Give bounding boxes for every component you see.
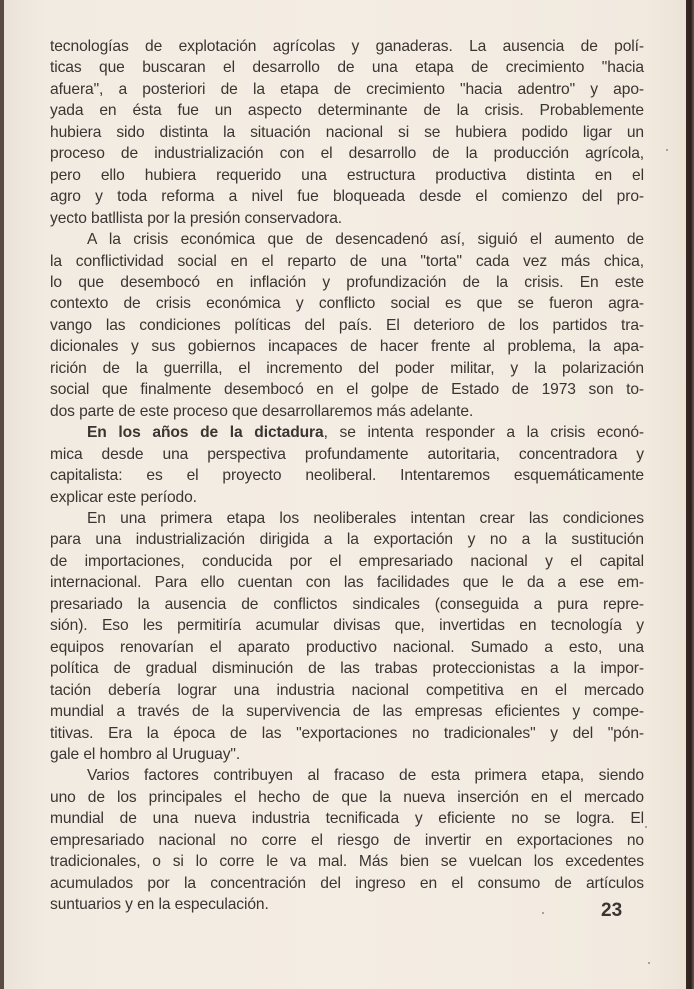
text-line: Varios factores contribuyen al fracaso de esta primera etapa, siendo xyxy=(87,767,644,785)
text-line: de importaciones, conducida por el empresariado nacional y el capital xyxy=(50,552,644,570)
text-line: dos parte de este proceso que desarrollaremos más adelante. xyxy=(50,402,474,420)
text-line: yecto batllista por la presión conservadora. xyxy=(50,209,343,227)
paragraph-1 xyxy=(50,36,644,229)
paragraph-4 xyxy=(50,508,644,765)
text-line: acumulados por la concentración del ingreso en el consumo de artículos xyxy=(50,874,644,892)
text-line: yada en ésta fue un aspecto determinante de la crisis. Probablemente xyxy=(50,102,644,120)
paper-speck xyxy=(648,962,650,964)
paragraph-5 xyxy=(50,765,644,915)
text-line: uno de los principales el hecho de que la nueva inserción en el mercado xyxy=(50,788,644,806)
text-line: tradicionales, o si lo corre le va mal. Más bien se vuelcan los excedentes xyxy=(50,853,644,871)
text-line: En una primera etapa los neoliberales intentan crear las condiciones xyxy=(87,509,644,527)
text-line: ticas que buscaran el desarrollo de una etapa de crecimiento "hacia xyxy=(50,59,644,77)
paper-speck xyxy=(666,149,668,151)
book-page xyxy=(4,0,686,989)
text-line: rición de la guerrilla, el incremento del poder militar, y la polarización xyxy=(50,359,644,377)
text-line: internacional. Para ello cuentan con las facilidades que le da a ese em- xyxy=(50,574,644,592)
text-line: afuera", a posteriori de la etapa de crecimiento "hacia adentro" y apo- xyxy=(50,80,644,98)
text-line: hubiera sido distinta la situación nacional si se hubiera podido ligar un xyxy=(50,123,644,141)
text-line: política de gradual disminución de las trabas proteccionistas a la impor- xyxy=(50,660,644,678)
text-line: agro y toda reforma a nivel fue bloqueada desde el comienzo del pro- xyxy=(50,188,644,206)
binding-edge-right xyxy=(686,0,694,989)
page-number: 23 xyxy=(601,900,623,921)
text-line: explicar este período. xyxy=(50,488,197,506)
text-line: pero ello hubiera requerido una estructura productiva distinta en el xyxy=(50,166,644,184)
paper-speck xyxy=(542,912,544,914)
body-text xyxy=(50,36,644,916)
text-line: A la crisis económica que de desencadenó así, siguió el aumento de xyxy=(87,231,644,249)
text-line: social que finalmente desembocó en el golpe de Estado de 1973 son to- xyxy=(50,381,644,399)
text-line xyxy=(50,422,644,443)
text-line: tación debería lograr una industria nacional competitiva en el mercado xyxy=(50,681,644,699)
paper-speck xyxy=(645,826,647,828)
text-line: equipos renovarían el aparato productivo nacional. Sumado a esto, una xyxy=(50,638,644,656)
text-line: lo que desembocó en inflación y profundización de la crisis. En este xyxy=(50,273,644,291)
paragraph-3 xyxy=(50,422,644,508)
text-line: vango las condiciones políticas del país. El deterioro de los partidos tra- xyxy=(50,316,644,334)
text-fragment: , se intenta responder a la crisis econó- xyxy=(323,424,644,442)
text-line: titivas. Era la época de las "exportaciones no tradicionales" y del "pón- xyxy=(50,724,644,742)
section-lead-bold: En los años de la dictadura xyxy=(87,424,324,442)
text-line: la conflictividad social en el reparto de una "torta" cada vez más chica, xyxy=(50,252,644,270)
text-line: tecnologías de explotación agrícolas y ganaderas. La ausencia de polí- xyxy=(50,38,644,55)
text-line: para una industrialización dirigida a la exportación y no a la sustitución xyxy=(50,531,644,549)
text-line: mundial a través de la supervivencia de las empresas eficientes y compe- xyxy=(50,703,644,721)
text-line: mica desde una perspectiva profundamente autoritaria, concentradora y xyxy=(50,445,644,463)
text-line: capitalista: es el proyecto neoliberal. Intentaremos esquemáticamente xyxy=(50,467,644,485)
text-line: contexto de crisis económica y conflicto social es que se fueron agra- xyxy=(50,295,644,313)
text-line: proceso de industrialización con el desarrollo de la producción agrícola, xyxy=(50,145,644,163)
paragraph-2 xyxy=(50,229,644,422)
text-line: presariado la ausencia de conflictos sindicales (conseguida a pura repre- xyxy=(50,595,644,613)
text-line: sión). Eso les permitiría acumular divisas que, invertidas en tecnología y xyxy=(50,617,644,635)
text-line: mundial de una nueva industria tecnificada y eficiente no se logra. El xyxy=(50,810,644,828)
text-line: dicionales y sus gobiernos incapaces de hacer frente al problema, la apa- xyxy=(50,338,644,356)
text-line: gale el hombro al Uruguay". xyxy=(50,745,241,763)
text-line: empresariado nacional no corre el riesgo de invertir en exportaciones no xyxy=(50,831,644,849)
text-line: suntuarios y en la especulación. xyxy=(50,896,269,914)
